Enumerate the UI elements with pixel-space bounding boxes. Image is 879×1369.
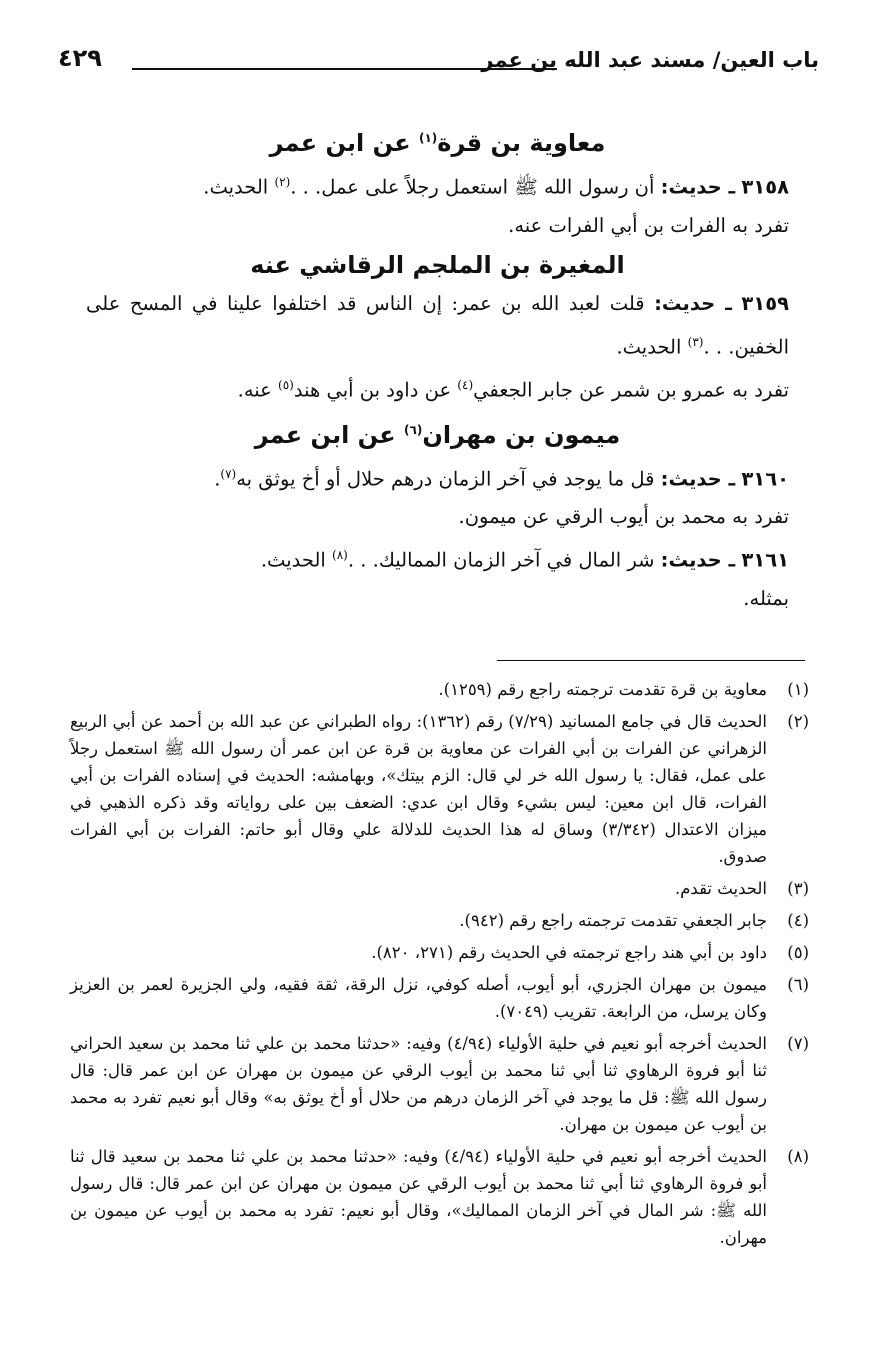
main-text — [86, 118, 789, 618]
section-heading: معاوية بن قرة$^{(١)}$ عن ابن عمر — [269, 129, 606, 157]
footnote: (٣) الحديث تقدم. — [674, 879, 809, 898]
footnote: (١) معاوية بن قرة تقدمت ترجمته راجع رقم (١٢٥٩). — [438, 680, 809, 699]
page-number: ٤٢٩ — [58, 44, 102, 72]
hadith-note: بمثله. — [743, 586, 789, 610]
hadith-note: تفرد به محمد بن أيوب الرقي عن ميمون. — [458, 505, 789, 528]
page-header — [58, 44, 819, 84]
section-heading: ميمون بن مهران$^{(٦)}$ عن ابن عمر — [254, 420, 621, 449]
header-rule — [132, 68, 557, 70]
hadith-entry: ٣١٦٠ ـ حديث: قل ما يوجد في آخر الزمان درهم حلال أو أخ يوثق به$^{(٧)}$. — [214, 466, 789, 490]
hadith-note: تفرد به عمرو بن شمر عن جابر الجعفي$^{(٤)}$ عن داود بن أبي هند$^{(٥)}$ عنه. — [237, 378, 789, 402]
footnote: (٨) الحديث أخرجه أبو نعيم في حلية الأولياء (٤/٩٤) وفيه: «حدثنا محمد بن علي ثنا محمد بن سعيد قال ثنا أبو فروة الرهاوي ثنا أبي ثنا محمد بن أيوب الرقي عن ميمون بن مهران عن ابن عمر قال: قال رسول الله ﷺ: شر المال في آخر الزمان المماليك»، وقال أبو نعيم: تفرد به محمد بن أيوب عن ميمون بن مهران. — [70, 1147, 809, 1247]
hadith-note: تفرد به الفرات بن أبي الفرات عنه. — [508, 213, 789, 237]
footnote: (٧) الحديث أخرجه أبو نعيم في حلية الأولياء (٤/٩٤) وفيه: «حدثنا محمد بن علي ثنا محمد بن سعيد الحراني ثنا أبو فروة الرهاوي ثنا أبي ثنا محمد بن أيوب الرقي عن ميمون بن مهران عن ابن عمر قال: قال رسول الله ﷺ: قل ما يوجد في آخر الزمان درهم من حلال أو أخ يوثق به» وقال أبو نعيم تفرد به محمد بن أيوب عن ميمون بن مهران. — [70, 1034, 809, 1134]
hadith-entry: ٣١٥٨ ـ حديث: أن رسول الله ﷺ استعمل رجلاً على عمل. . .$^{(٢)}$ الحديث. — [203, 175, 789, 199]
footnote: (٢) الحديث قال في جامع المسانيد (٧/٢٩) رقم (١٣٦٢): رواه الطبراني عن عبد الله بن أحمد عن أبي الربيع الزهراني عن الفرات بن أبي الفرات عن معاوية بن قرة عن ابن عمر أن رسول الله ﷺ استعمل رجلاً على عمل، فقال: يا رسول الله خر لي قال: الزم بيتك»، وبهامشه: الحديث في إسناده الفرات بن أبي الفرات، قال ابن معين: ليس بشيء وقال ابن عدي: الضعف بين على رواياته وقد ذكره الذهبي في ميزان الاعتدال (٣/٣٤٢) وساق له هذا الحديث للدلالة علي وقال أبو حاتم: الفرات بن أبي الفرات صدوق. — [70, 712, 809, 866]
footnote: (٦) ميمون بن مهران الجزري، أبو أيوب، أصله كوفي، نزل الرقة، ثقة فقيه، ولي الجزيرة لعمر بن العزيز وكان يرسل، من الرابعة. تقريب (٧٠٤٩). — [70, 975, 809, 1021]
footnote-separator — [497, 660, 805, 661]
footnotes — [70, 676, 809, 1256]
running-title: باب العين/ مسند عبد الله بن عمر — [481, 48, 819, 72]
section-heading: المغيرة بن الملجم الرقاشي عنه — [250, 250, 625, 279]
footnote: (٥) داود بن أبي هند راجع ترجمته في الحديث رقم (٢٧١، ٨٢٠). — [371, 943, 809, 962]
hadith-entry: ٣١٦١ ـ حديث: شر المال في آخر الزمان المماليك. . .$^{(٨)}$ الحديث. — [260, 548, 789, 572]
footnote: (٤) جابر الجعفي تقدمت ترجمته راجع رقم (٩٤٢). — [459, 911, 809, 930]
hadith-entry: ٣١٥٩ ـ حديث: قلت لعبد الله بن عمر: إن الناس قد اختلفوا علينا في المسح على الخفين. . .$^{(٣)}$ الحديث. — [86, 291, 790, 358]
